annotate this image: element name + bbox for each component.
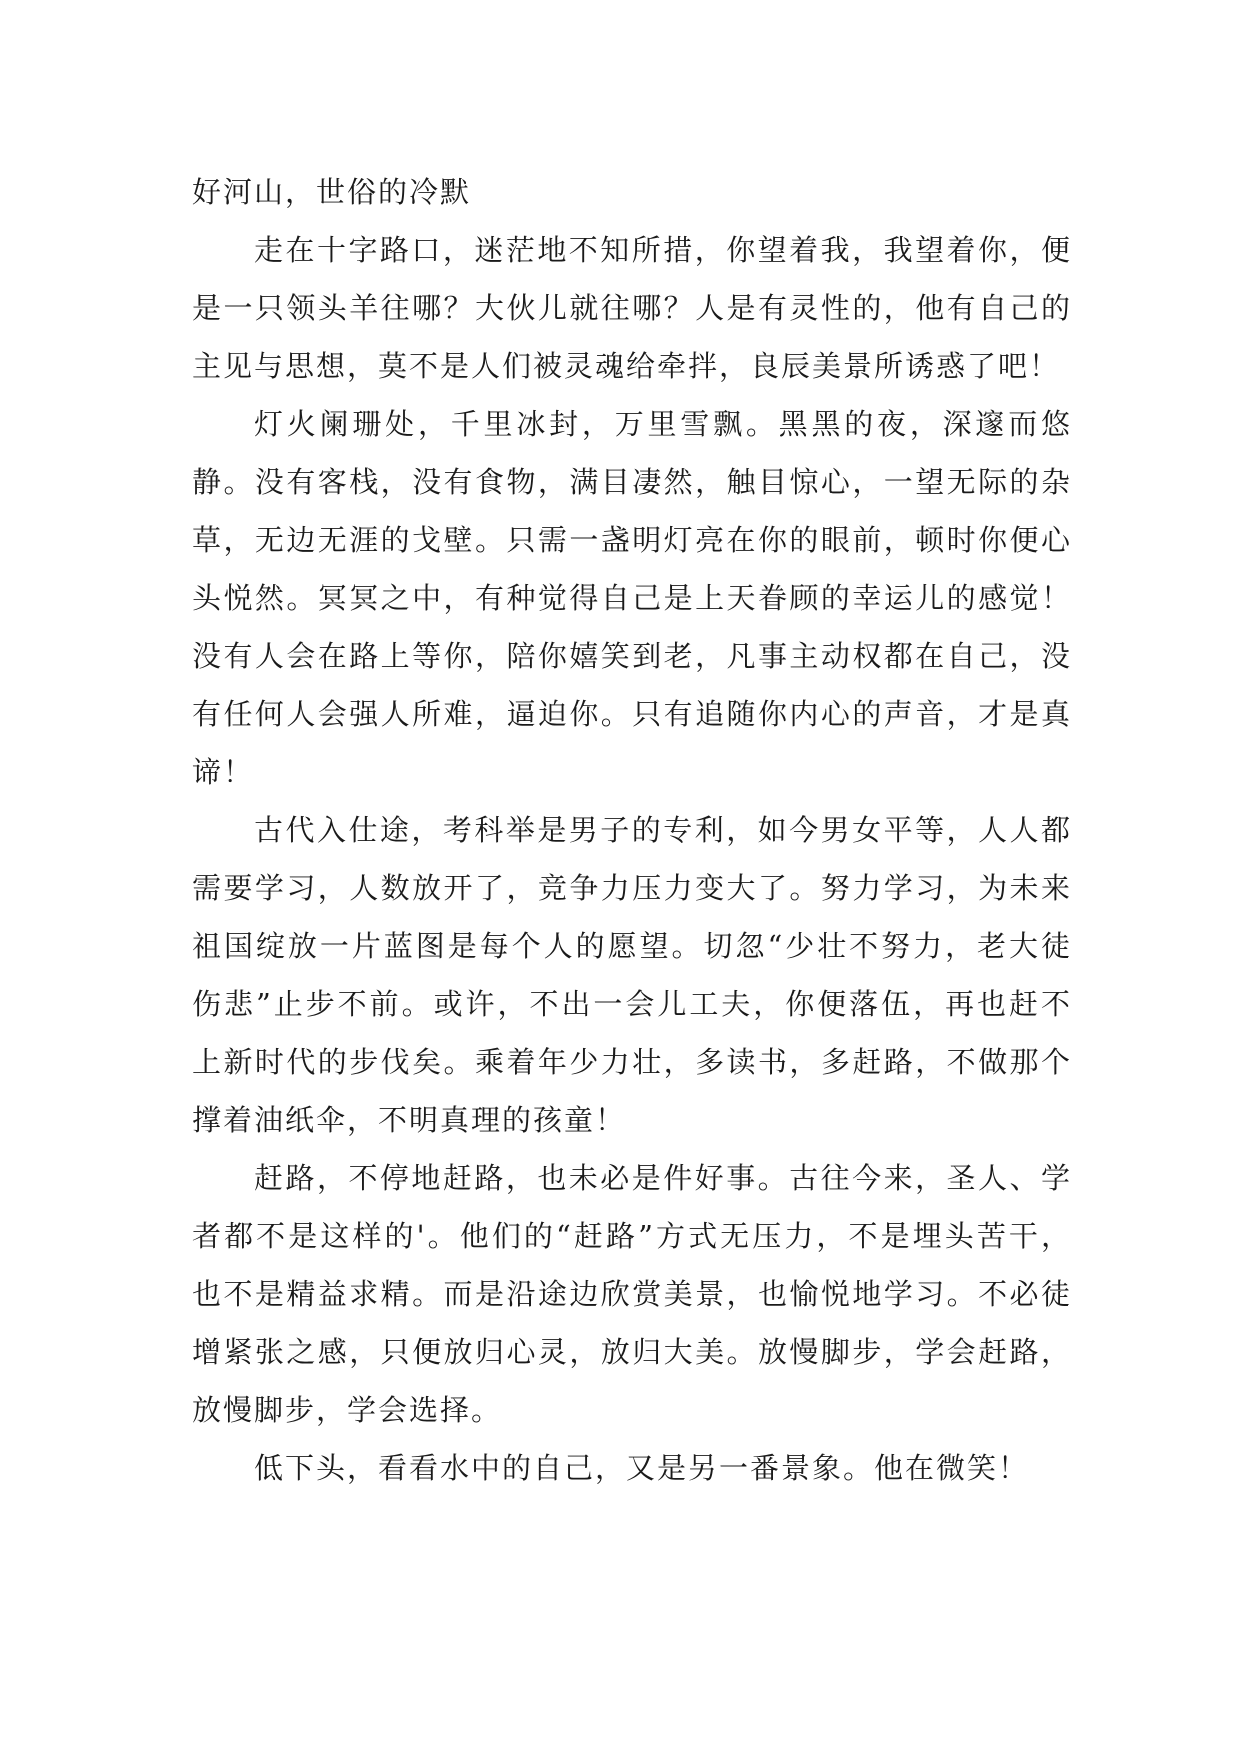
document-body bbox=[192, 163, 1072, 1497]
paragraph: 赶路，不停地赶路，也未必是件好事。古往今来，圣人、学者都不是这样的'。他们的“赶路”方式无压力，不是埋头苦干，也不是精益求精。而是沿途边欣赏美景，也愉悦地学习。不必徒增紧张之感，只便放归心灵，放归大美。放慢脚步，学会赶路，放慢脚步，学会选择。 bbox=[192, 1161, 1072, 1427]
paragraph: 灯火阑珊处，千里冰封，万里雪飘。黑黑的夜，深邃而悠静。没有客栈，没有食物，满目凄然，触目惊心，一望无际的杂草，无边无涯的戈壁。只需一盏明灯亮在你的眼前，顿时你便心头悦然。冥冥之中，有种觉得自己是上天眷顾的幸运儿的感觉！没有人会在路上等你，陪你嬉笑到老，凡事主动权都在自己，没有任何人会强人所难，逼迫你。只有追随你内心的声音，才是真谛！ bbox=[192, 407, 1072, 789]
paragraph: 走在十字路口，迷茫地不知所措，你望着我，我望着你，便是一只领头羊往哪？大伙儿就往哪？人是有灵性的，他有自己的主见与思想，莫不是人们被灵魂给牵拌，良辰美景所诱惑了吧！ bbox=[192, 233, 1072, 383]
paragraph: 低下头，看看水中的自己，又是另一番景象。他在微笑！ bbox=[254, 1451, 1030, 1485]
paragraph: 古代入仕途，考科举是男子的专利，如今男女平等，人人都需要学习，人数放开了，竞争力压力变大了。努力学习，为未来祖国绽放一片蓝图是每个人的愿望。切忽“少壮不努力，老大徒伤悲”止步不前。或许，不出一会儿工夫，你便落伍，再也赶不上新时代的步伐矣。乘着年少力壮，多读书，多赶路，不做那个撑着油纸伞，不明真理的孩童！ bbox=[192, 813, 1072, 1137]
paragraph: 好河山，世俗的冷默 bbox=[192, 175, 472, 209]
